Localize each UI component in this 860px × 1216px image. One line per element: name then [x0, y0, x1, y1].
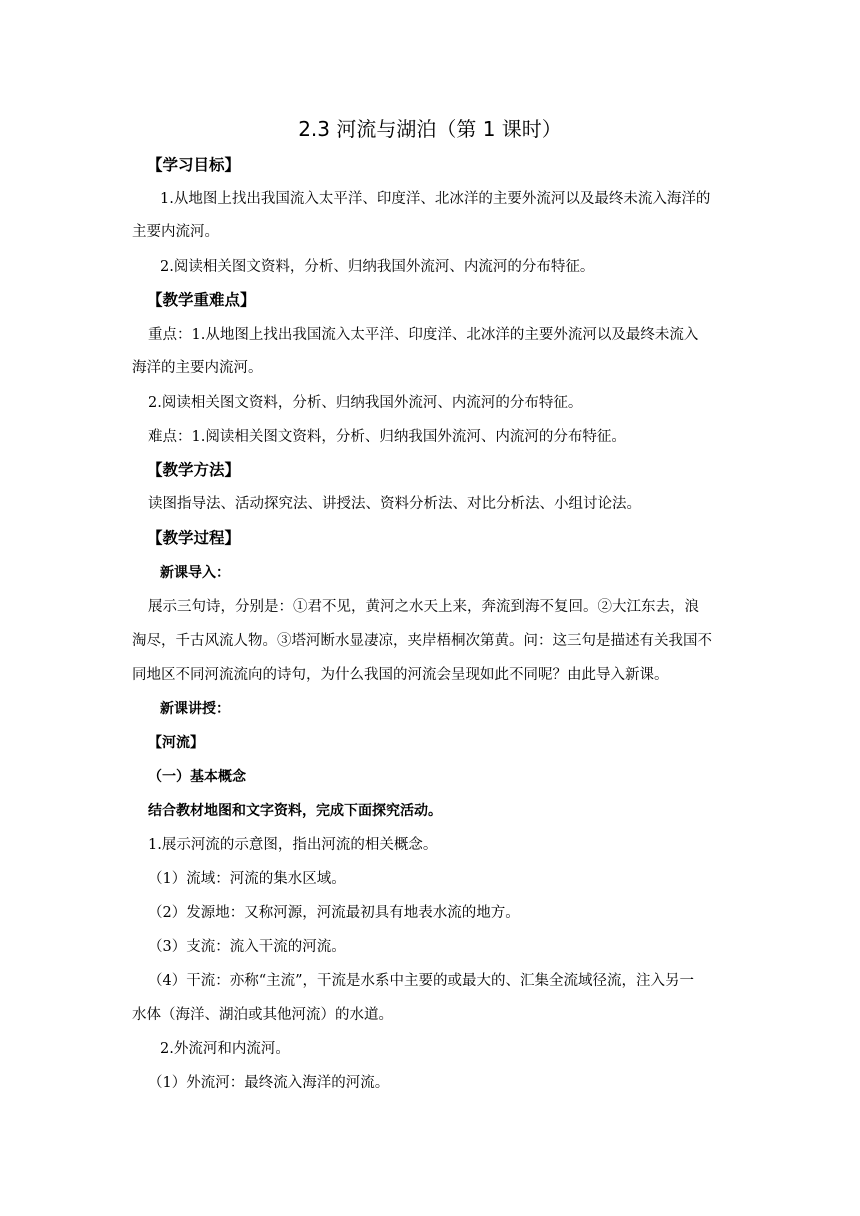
objective-2: 2.阅读相关图文资料，分析、归纳我国外流河、内流河的分布特征。 — [160, 259, 595, 275]
item-1-4-line-2: 水体（海洋、湖泊或其他河流）的水道。 — [132, 1007, 393, 1023]
intro-label: 新课导入： — [160, 565, 230, 581]
item-1-3: （3）支流：流入干流的河流。 — [148, 939, 346, 955]
key-point-2: 2.阅读相关图文资料，分析、归纳我国外流河、内流河的分布特征。 — [148, 395, 583, 411]
concept-heading: （一）基本概念 — [148, 769, 246, 785]
page-title: 2.3 河流与湖泊（第 1 课时） — [298, 117, 562, 141]
methods-heading: 【教学方法】 — [147, 461, 241, 479]
key-point-1-line-1: 重点：1.从地图上找出我国流入太平洋、印度洋、北冰洋的主要外流河以及最终未流入 — [148, 327, 699, 343]
key-points-heading: 【教学重难点】 — [147, 291, 256, 309]
objective-1-line-1: 1.从地图上找出我国流入太平洋、印度洋、北冰洋的主要外流河以及最终未流入海洋的 — [160, 191, 711, 207]
methods-text: 读图指导法、活动探究法、讲授法、资料分析法、对比分析法、小组讨论法。 — [148, 496, 641, 512]
activity-prompt: 结合教材地图和文字资料，完成下面探究活动。 — [148, 803, 442, 819]
difficulty-point: 难点：1.阅读相关图文资料，分析、归纳我国外流河、内流河的分布特征。 — [148, 429, 626, 445]
river-heading: 【河流】 — [148, 735, 204, 751]
item-2-1: （1）外流河：最终流入海洋的河流。 — [148, 1075, 390, 1091]
objectives-heading: 【学习目标】 — [147, 156, 241, 174]
objective-1-line-2: 主要内流河。 — [132, 224, 219, 240]
key-point-1-line-2: 海洋的主要内流河。 — [132, 360, 263, 376]
intro-line-1: 展示三句诗，分别是：①君不见，黄河之水天上来，奔流到海不复回。②大江东去，浪 — [148, 599, 699, 615]
item-2: 2.外流河和内流河。 — [160, 1041, 290, 1057]
item-1-1: （1）流域：河流的集水区域。 — [148, 871, 346, 887]
process-heading: 【教学过程】 — [147, 529, 241, 547]
item-1-2: （2）发源地：又称河源，河流最初具有地表水流的地方。 — [148, 905, 520, 921]
item-1-4-line-1: （4）干流：亦称“主流”，干流是水系中主要的或最大的、汇集全流域径流，注入另一 — [148, 973, 695, 989]
item-1: 1.展示河流的示意图，指出河流的相关概念。 — [148, 837, 438, 853]
intro-line-3: 同地区不同河流流向的诗句，为什么我国的河流会呈现如此不同呢？由此导入新课。 — [132, 667, 669, 683]
intro-line-2: 淘尽，千古风流人物。③塔河断水显凄凉，夹岸梧桐次第黄。问：这三句是描述有关我国不 — [132, 633, 712, 649]
lecture-label: 新课讲授： — [160, 701, 230, 717]
